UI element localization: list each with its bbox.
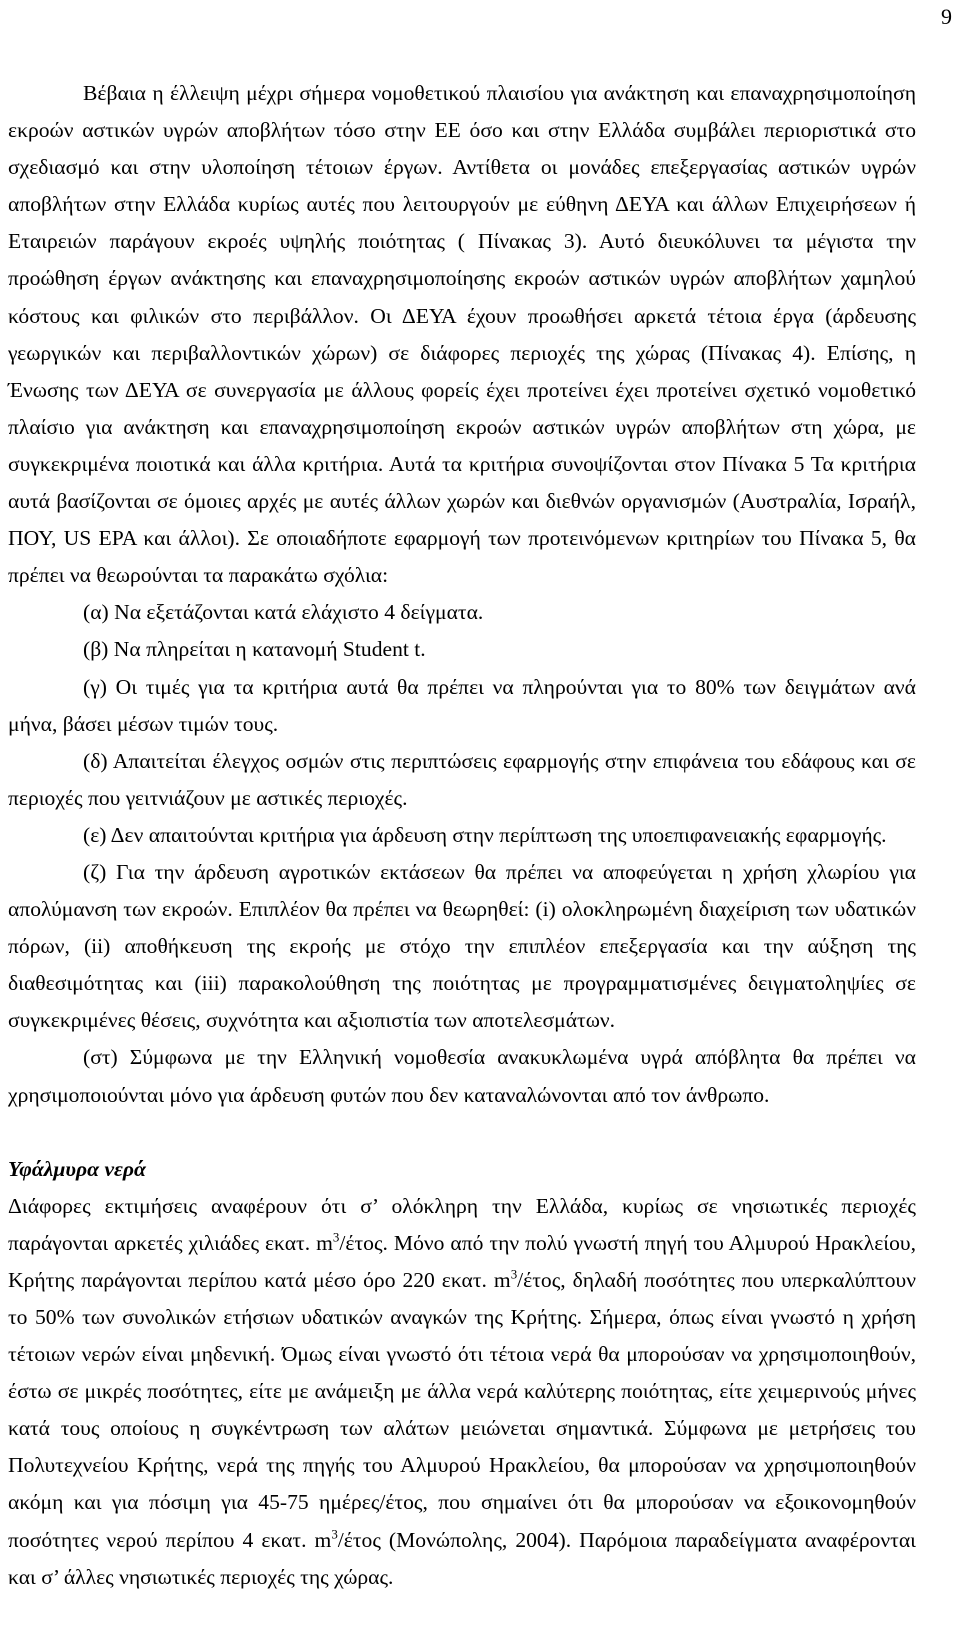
list-item-st: (στ) Σύμφωνα με την Ελληνική νομοθεσία ανακυκλωμένα υγρά απόβλητα θα πρέπει να χρησιμοποιούνται μόνο για άρδευση φυτών που δεν καταναλώνονται από τον άνθρωπο. [8, 1045, 916, 1107]
section-text-4: /έτος (Μονώπολης, 2004). Παρόμοια παραδείγματα αναφέρονται και σ’ άλλες νησιωτικές περιοχές της χώρας. [8, 1527, 916, 1589]
section-text-1: Διάφορες εκτιμήσεις αναφέρουν ότι σ’ ολόκληρη την Ελλάδα, κυρίως σε νησιωτικές περιοχές παράγονται αρκετές χιλιάδες εκατ. m [8, 1193, 916, 1255]
superscript-3: 3 [510, 1266, 518, 1282]
list-item-a: (α) Να εξετάζονται κατά ελάχιστο 4 δείγματα. [83, 600, 484, 625]
section-heading: Υφάλμυρα νερά [8, 1156, 146, 1181]
list-item-z: (ζ) Για την άρδευση αγροτικών εκτάσεων θα πρέπει να αποφεύγεται η χρήση χλωρίου για απολύμανση των εκροών. Επιπλέον θα πρέπει να θεωρηθεί: (i) ολοκληρωμένη διαχείριση των υδατικών πόρων, (ii) αποθήκευση της εκροής με στόχο την επιπλέον επεξεργασία και την αύξηση της διαθεσιμότητας και (iii) παρακολούθηση της ποιότητας με προγραμματισμένες δειγματοληψίες σε συγκεκριμένες θέσεις, συχνότητα και αξιοπιστία των αποτελεσμάτων. [8, 859, 916, 1033]
superscript-3: 3 [332, 1229, 340, 1245]
page-number: 9 [941, 4, 952, 29]
section-text-2: /έτος. Μόνο από την πολύ γνωστή πηγή του Αλμυρού Ηρακλείου, Κρήτης παράγονται περίπου κατά μέσο όρο 220 εκατ. m [8, 1230, 916, 1292]
intro-paragraph: Βέβαια η έλλειψη μέχρι σήμερα νομοθετικού πλαισίου για ανάκτηση και επαναχρησιμοποίηση εκροών αστικών υγρών αποβλήτων τόσο στην ΕΕ όσο και στην Ελλάδα συμβάλει περιοριστικά στο σχεδιασμό και στην υλοποίηση τέτοιων έργων. Αντίθετα οι μονάδες επεξεργασίας αστικών υγρών αποβλήτων στην Ελλάδα κυρίως αυτές που λειτουργούν με εύθηνη ΔΕΥΑ και άλλων Επιχειρήσεων ή Εταιρειών παράγουν εκροές υψηλής ποιότητας ( Πίνακας 3). Αυτό διευκόλυνει τα μέγιστα την προώθηση έργων ανάκτησης και επαναχρησιμοποίησης εκροών αστικών υγρών αποβλήτων χαμηλού κόστους και φιλικών στο περιβάλλον. Οι ΔΕΥΑ έχουν προωθήσει αρκετά τέτοια έργα (άρδευσης γεωργικών και περιβαλλοντικών χώρων) σε διάφορες περιοχές της χώρας (Πίνακας 4). Επίσης, η Ένωσης των ΔΕΥΑ σε συνεργασία με άλλους φορείς έχει προτείνει έχει προτείνει σχετικό νομοθετικό πλαίσιο για ανάκτηση και επαναχρησιμοποίηση εκροών αστικών υγρών αποβλήτων στη χώρα, με συγκεκριμένα ποιοτικά και άλλα κριτήρια. Αυτά τα κριτήρια συνοψίζονται στον Πίνακα 5 Τα κριτήρια αυτά βασίζονται σε όμοιες αρχές με αυτές άλλων χωρών και διεθνών οργανισμών (Αυστραλία, Ισραήλ, ΠΟΥ, US EPA και άλλοι). Σε οποιαδήποτε εφαρμογή των προτεινόμενων κριτηρίων του Πίνακα 5, θα πρέπει να θεωρούνται τα παρακάτω σχόλια: [8, 81, 916, 588]
list-item-c: (γ) Οι τιμές για τα κριτήρια αυτά θα πρέπει να πληρούνται για το 80% των δειγμάτων ανά μήνα, βάσει μέσων τιμών τους. [8, 674, 916, 736]
section-text-3: /έτος, δηλαδή ποσότητες που υπερκαλύπτουν το 50% των συνολικών ετήσιων υδατικών αναγκών της Κρήτης. Σήμερα, όπως είναι γνωστό η χρήση τέτοιων νερών είναι μηδενική. Όμως είναι γνωστό ότι τέτοια νερά θα μπορούσαν να χρησιμοποιηθούν, έστω σε μικρές ποσότητες, είτε με ανάμειξη με άλλα νερά καλύτερης ποιότητας, είτε χειμερινούς μήνες κατά τους οποίους η συγκέντρωση των αλάτων μειώνεται σημαντικά. Σύμφωνα με μετρήσεις του Πολυτεχνείου Κρήτης, νερά της πηγής του Αλμυρού Ηρακλείου, θα μπορούσαν να χρησιμοποιηθούν ακόμη και για πόσιμη για 45-75 ημέρες/έτος, που σημαίνει ότι θα μπορούσαν να εξοικονομηθούν ποσότητες νερού περίπου 4 εκατ. m [8, 1267, 916, 1552]
page-body [8, 75, 916, 1596]
list-item-d: (δ) Απαιτείται έλεγχος οσμών στις περιπτώσεις εφαρμογής στην επιφάνεια του εδάφους και σε περιοχές που γειτνιάζουν με αστικές περιοχές. [8, 748, 916, 810]
list-item-b: (β) Να πληρείται η κατανομή Student t. [83, 637, 426, 662]
list-item-e: (ε) Δεν απαιτούνται κριτήρια για άρδευση στην περίπτωση της υποεπιφανειακής εφαρμογής. [83, 822, 887, 847]
section-spacer [8, 1114, 916, 1151]
superscript-3: 3 [331, 1526, 338, 1542]
section-paragraph [8, 1188, 916, 1596]
